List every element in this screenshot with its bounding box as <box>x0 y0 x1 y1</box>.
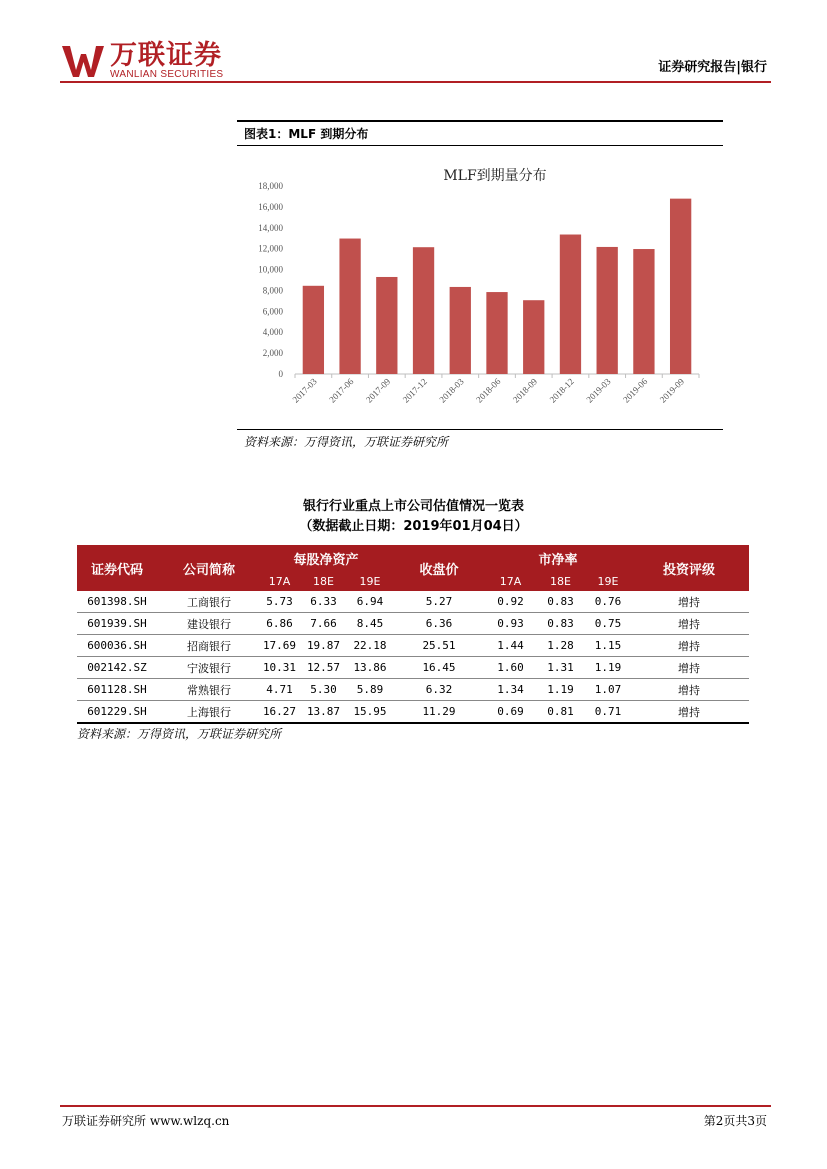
report-type: 证券研究报告|银行 <box>658 60 767 75</box>
bar-2018-12 <box>560 235 581 374</box>
x-tick-label: 2017-03 <box>290 376 319 405</box>
cell-name: 建设银行 <box>157 613 261 635</box>
cell-bvps-17a: 6.86 <box>261 613 298 635</box>
cell-close: 6.32 <box>391 679 487 701</box>
chart-title: MLF到期量分布 <box>443 168 547 184</box>
figure-caption: 图表1：MLF 到期分布 <box>244 127 369 141</box>
figure-top-rule <box>237 120 723 122</box>
footer-org-url: 万联证券研究所 www.wlzq.cn <box>62 1114 230 1128</box>
cell-pb-18e: 0.83 <box>534 613 587 635</box>
figure-caption-rule <box>237 145 723 146</box>
x-tick-label: 2019-03 <box>584 376 613 405</box>
logo-mark <box>62 44 104 78</box>
cell-code: 601229.SH <box>77 701 157 724</box>
cell-bvps-18e: 7.66 <box>298 613 349 635</box>
header-pb: 市净率 <box>487 545 629 571</box>
logo-text-en: WANLIAN SECURITIES <box>110 69 224 80</box>
cell-rating: 增持 <box>629 591 749 613</box>
cell-close: 16.45 <box>391 657 487 679</box>
header-pb-17a: 17A <box>487 571 534 591</box>
cell-pb-19e: 0.71 <box>587 701 629 724</box>
cell-bvps-17a: 4.71 <box>261 679 298 701</box>
bar-2017-03 <box>303 286 324 374</box>
header-rating: 投资评级 <box>629 545 749 591</box>
cell-pb-17a: 0.92 <box>487 591 534 613</box>
cell-name: 招商银行 <box>157 635 261 657</box>
bar-2017-09 <box>376 277 397 374</box>
cell-bvps-18e: 12.57 <box>298 657 349 679</box>
bar-2019-06 <box>633 249 654 374</box>
header-pb-18e: 18E <box>534 571 587 591</box>
header-bvps-19e: 19E <box>349 571 391 591</box>
header-code: 证券代码 <box>77 545 157 591</box>
table-row <box>77 701 749 724</box>
table-row <box>77 591 749 613</box>
header-close: 收盘价 <box>391 545 487 591</box>
cell-code: 601128.SH <box>77 679 157 701</box>
cell-pb-18e: 0.83 <box>534 591 587 613</box>
y-tick-label: 2,000 <box>262 348 283 359</box>
cell-code: 600036.SH <box>77 635 157 657</box>
table-row <box>77 657 749 679</box>
cell-rating: 增持 <box>629 613 749 635</box>
cell-pb-18e: 0.81 <box>534 701 587 724</box>
cell-code: 002142.SZ <box>77 657 157 679</box>
cell-bvps-17a: 10.31 <box>261 657 298 679</box>
table-subtitle: （数据截止日期：2019年01月04日） <box>299 519 528 534</box>
header-name: 公司简称 <box>157 545 261 591</box>
cell-pb-18e: 1.31 <box>534 657 587 679</box>
bar-2019-09 <box>670 199 691 374</box>
bar-2017-06 <box>339 239 360 374</box>
cell-pb-19e: 0.75 <box>587 613 629 635</box>
cell-pb-18e: 1.19 <box>534 679 587 701</box>
table-row <box>77 635 749 657</box>
page-number: 第2页共3页 <box>703 1114 767 1128</box>
x-tick-label: 2017-06 <box>327 376 356 405</box>
header-divider <box>60 81 771 83</box>
header-pb-19e: 19E <box>587 571 629 591</box>
bar-2017-12 <box>413 247 434 374</box>
footer-divider <box>60 1105 771 1107</box>
bar-2018-06 <box>486 292 507 374</box>
cell-bvps-19e: 5.89 <box>349 679 391 701</box>
x-tick-label: 2019-09 <box>657 376 687 405</box>
valuation-table <box>77 545 749 724</box>
cell-pb-17a: 1.60 <box>487 657 534 679</box>
cell-code: 601398.SH <box>77 591 157 613</box>
table-title: 银行行业重点上市公司估值情况一览表 <box>302 499 524 514</box>
figure-source: 资料来源：万得资讯，万联证券研究所 <box>244 435 449 449</box>
x-tick-label: 2018-09 <box>510 376 540 405</box>
cell-close: 5.27 <box>391 591 487 613</box>
cell-pb-17a: 0.69 <box>487 701 534 724</box>
cell-pb-17a: 1.44 <box>487 635 534 657</box>
cell-bvps-18e: 13.87 <box>298 701 349 724</box>
y-tick-label: 10,000 <box>258 264 283 275</box>
x-tick-label: 2018-12 <box>547 376 576 405</box>
cell-name: 常熟银行 <box>157 679 261 701</box>
table-source: 资料来源：万得资讯，万联证券研究所 <box>77 727 282 741</box>
cell-rating: 增持 <box>629 635 749 657</box>
cell-close: 25.51 <box>391 635 487 657</box>
cell-bvps-17a: 17.69 <box>261 635 298 657</box>
y-tick-label: 8,000 <box>262 285 283 296</box>
cell-bvps-18e: 6.33 <box>298 591 349 613</box>
x-tick-label: 2017-09 <box>363 376 393 405</box>
figure-bottom-rule <box>237 429 723 430</box>
cell-pb-19e: 0.76 <box>587 591 629 613</box>
y-tick-label: 6,000 <box>262 306 283 317</box>
cell-pb-17a: 0.93 <box>487 613 534 635</box>
cell-rating: 增持 <box>629 679 749 701</box>
cell-pb-19e: 1.07 <box>587 679 629 701</box>
cell-code: 601939.SH <box>77 613 157 635</box>
x-tick-label: 2018-03 <box>437 376 466 405</box>
x-tick-label: 2019-06 <box>621 376 650 405</box>
y-tick-label: 16,000 <box>258 201 283 212</box>
bar-2018-03 <box>450 287 471 374</box>
cell-bvps-18e: 19.87 <box>298 635 349 657</box>
table-row <box>77 679 749 701</box>
bar-2019-03 <box>597 247 618 374</box>
cell-close: 6.36 <box>391 613 487 635</box>
bar-2018-09 <box>523 300 544 374</box>
header-bvps-18e: 18E <box>298 571 349 591</box>
y-tick-label: 4,000 <box>262 327 283 338</box>
cell-bvps-19e: 8.45 <box>349 613 391 635</box>
cell-pb-19e: 1.15 <box>587 635 629 657</box>
cell-name: 上海银行 <box>157 701 261 724</box>
y-tick-label: 14,000 <box>258 222 283 233</box>
cell-bvps-19e: 22.18 <box>349 635 391 657</box>
y-tick-label: 0 <box>278 369 283 379</box>
cell-rating: 增持 <box>629 657 749 679</box>
cell-bvps-19e: 13.86 <box>349 657 391 679</box>
cell-rating: 增持 <box>629 701 749 724</box>
cell-pb-19e: 1.19 <box>587 657 629 679</box>
cell-bvps-18e: 5.30 <box>298 679 349 701</box>
table-row <box>77 613 749 635</box>
cell-pb-17a: 1.34 <box>487 679 534 701</box>
cell-bvps-17a: 5.73 <box>261 591 298 613</box>
y-tick-label: 12,000 <box>258 243 283 254</box>
cell-bvps-17a: 16.27 <box>261 701 298 724</box>
mlf-bar-chart <box>237 148 723 428</box>
logo-text-cn: 万联证券 <box>110 40 222 71</box>
cell-bvps-19e: 6.94 <box>349 591 391 613</box>
y-tick-label: 18,000 <box>258 181 283 191</box>
x-tick-label: 2018-06 <box>474 376 503 405</box>
x-tick-label: 2017-12 <box>400 376 429 405</box>
cell-bvps-19e: 15.95 <box>349 701 391 724</box>
header-bvps-17a: 17A <box>261 571 298 591</box>
cell-close: 11.29 <box>391 701 487 724</box>
cell-pb-18e: 1.28 <box>534 635 587 657</box>
header-bvps: 每股净资产 <box>261 545 391 571</box>
cell-name: 宁波银行 <box>157 657 261 679</box>
cell-name: 工商银行 <box>157 591 261 613</box>
